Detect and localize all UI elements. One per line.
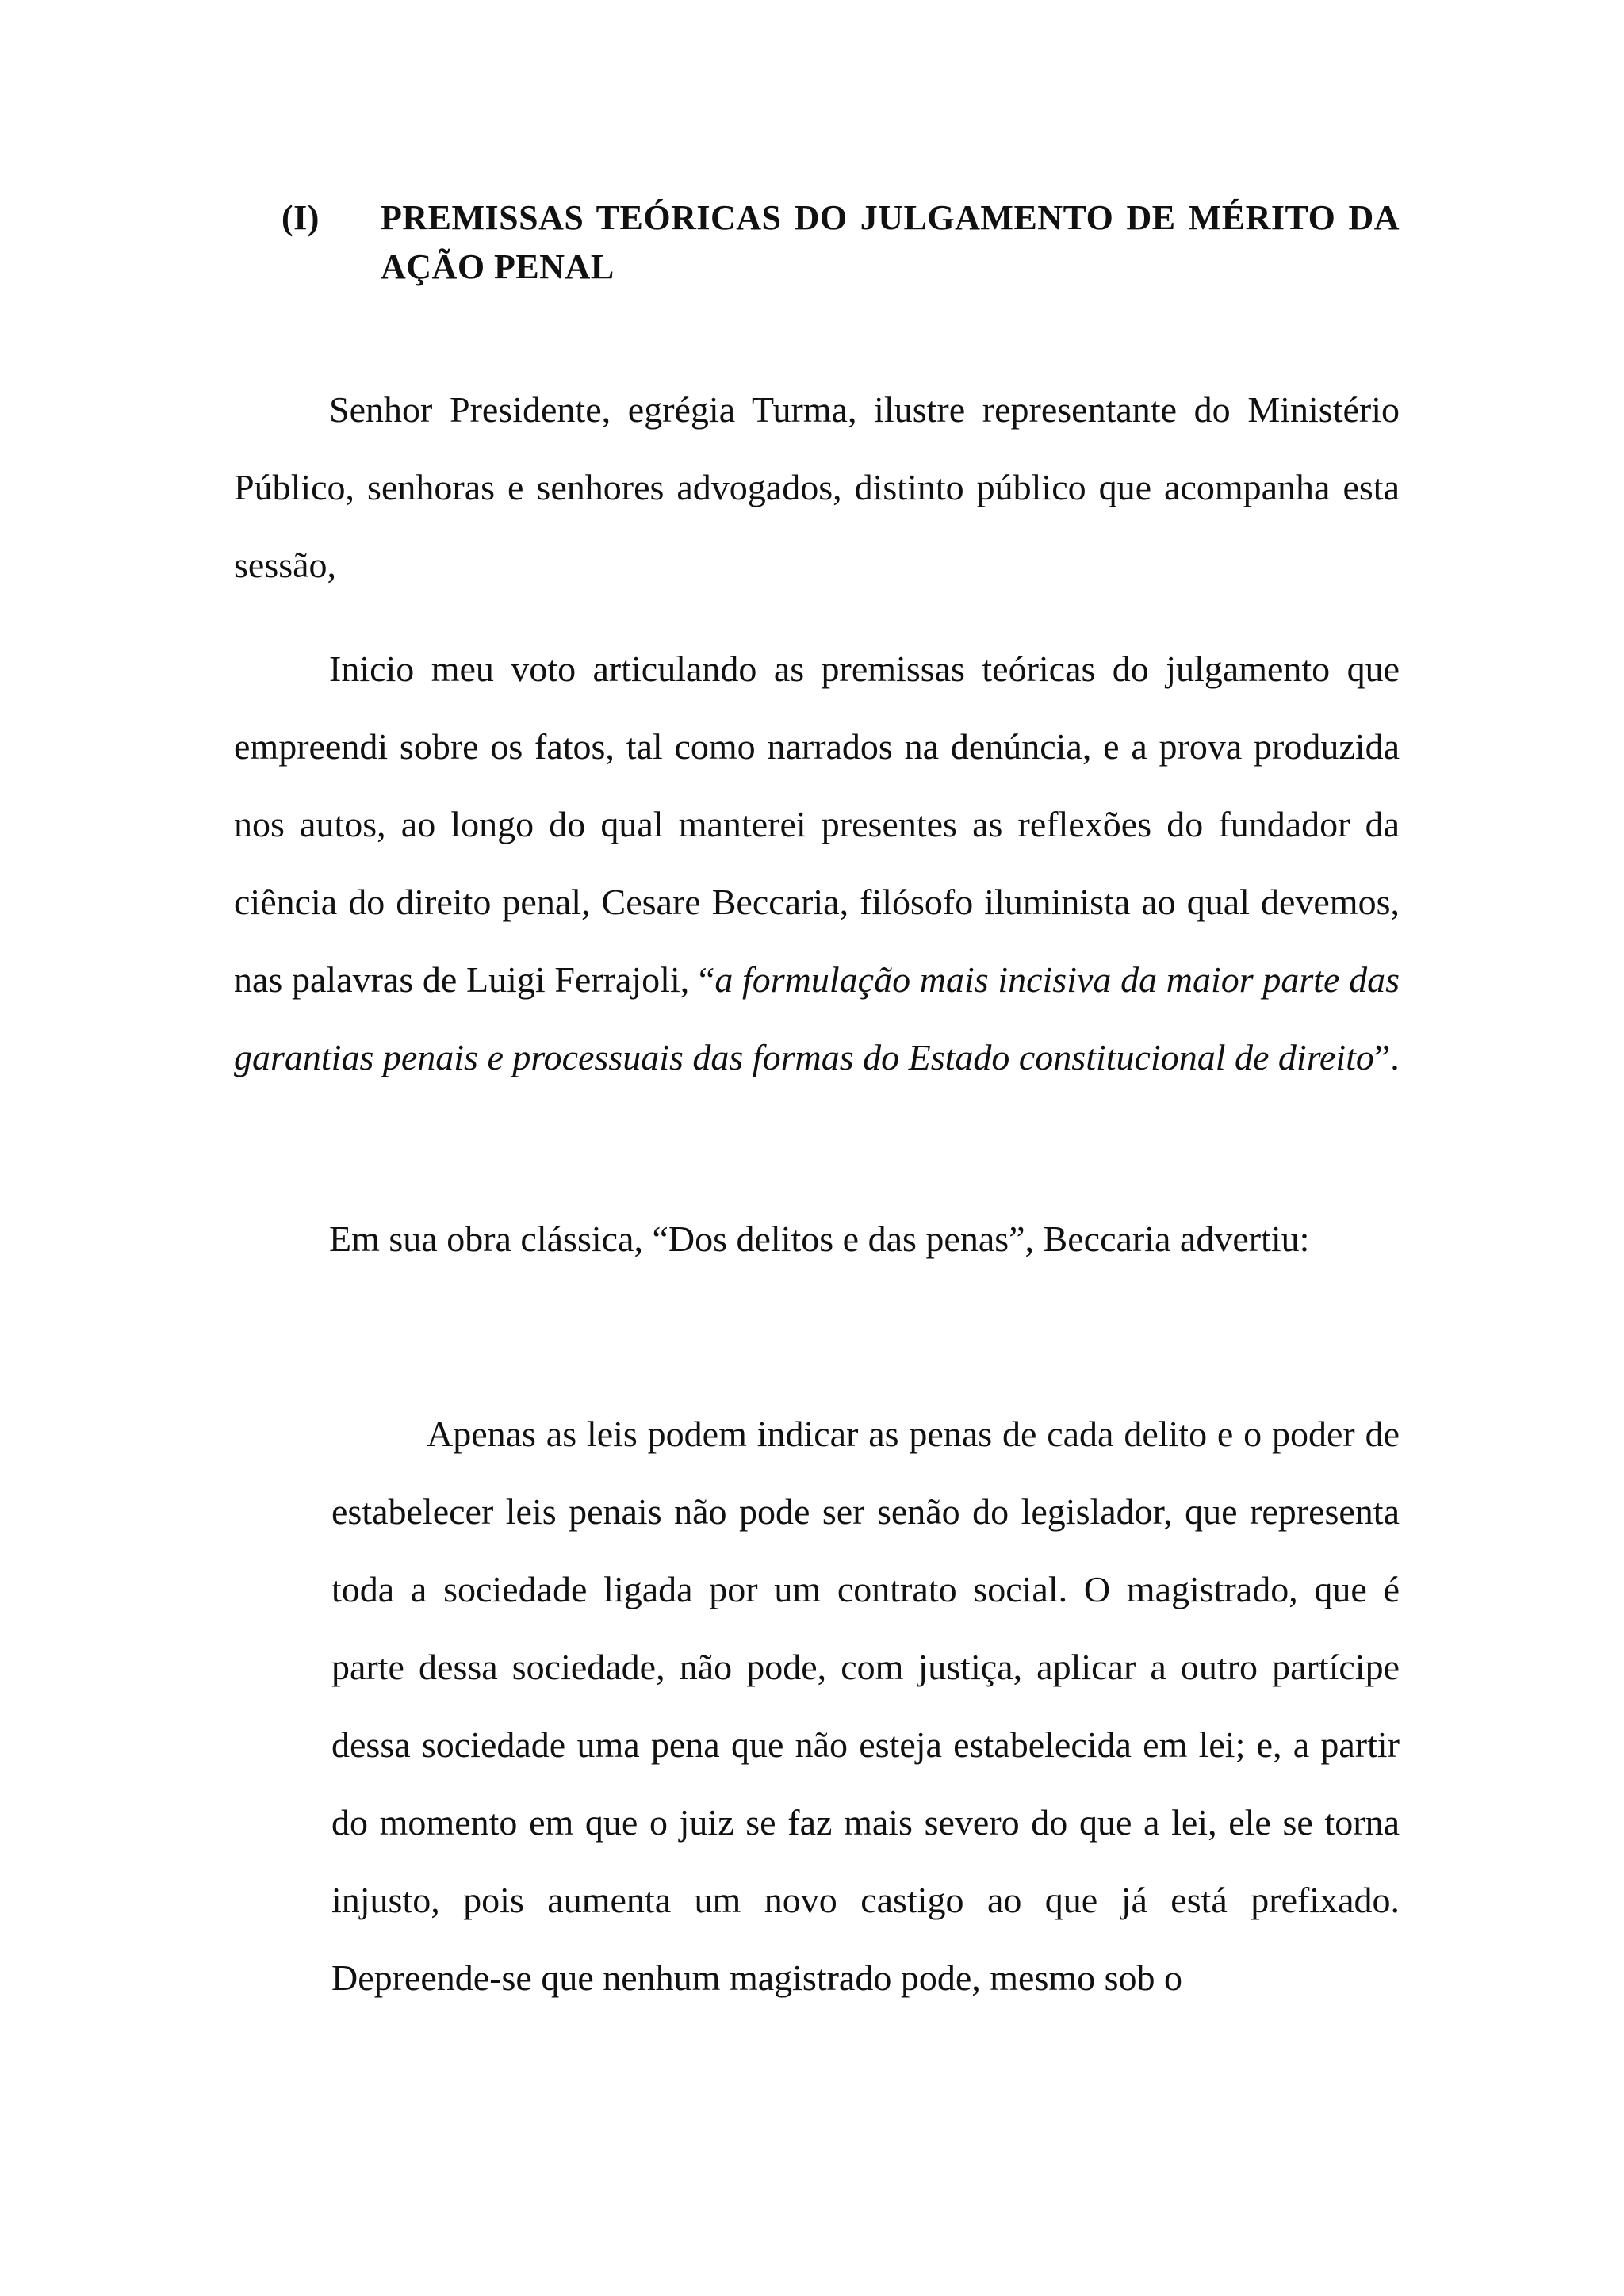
ferrajoli-quote: a formulação mais incisiva da maior parte das garantias penais e processuais das formas do Estado constitucional de direito <box>234 959 1400 1077</box>
intro-text: Inicio meu voto articulando as premissas teóricas do julgamento que empreendi sobre os fatos, tal como narrados na denúncia, e a prova produzida nos autos, ao longo do qual manterei presentes as reflexões do fundador da ciência do direito penal, Cesare Beccaria, filósofo iluminista ao qual devemos, nas palavras de Luigi Ferrajoli, “ <box>234 649 1400 1000</box>
obra-text: Em sua obra clássica, “Dos delitos e das penas”, Beccaria advertiu: <box>329 1219 1310 1259</box>
greeting-text: Senhor Presidente, egrégia Turma, ilustre representante do Ministério Público, senhoras e senhores advogados, distinto público que acompanha esta sessão, <box>234 389 1400 585</box>
section-number: (I) <box>282 198 320 237</box>
obra-paragraph <box>234 1200 1400 1278</box>
greeting-paragraph <box>234 371 1400 604</box>
intro-closing: ”. <box>1373 1037 1400 1077</box>
section-title: PREMISSAS TEÓRICAS DO JULGAMENTO DE MÉRITO DA AÇÃO PENAL <box>381 198 1400 286</box>
beccaria-block-quote <box>331 1395 1400 2017</box>
block-quote-text: Apenas as leis podem indicar as penas de cada delito e o poder de estabelecer leis penais não pode ser senão do legislador, que representa toda a sociedade ligada por um contrato social. O magistrado, que é parte dessa sociedade, não pode, com justiça, aplicar a outro partícipe dessa sociedade uma pena que não esteja estabelecida em lei; e, a partir do momento em que o juiz se faz mais severo do que a lei, ele se torna injusto, pois aumenta um novo castigo ao que já está prefixado. Depreende-se que nenhum magistrado pode, mesmo sob o <box>331 1414 1400 1998</box>
intro-paragraph <box>234 630 1400 1096</box>
